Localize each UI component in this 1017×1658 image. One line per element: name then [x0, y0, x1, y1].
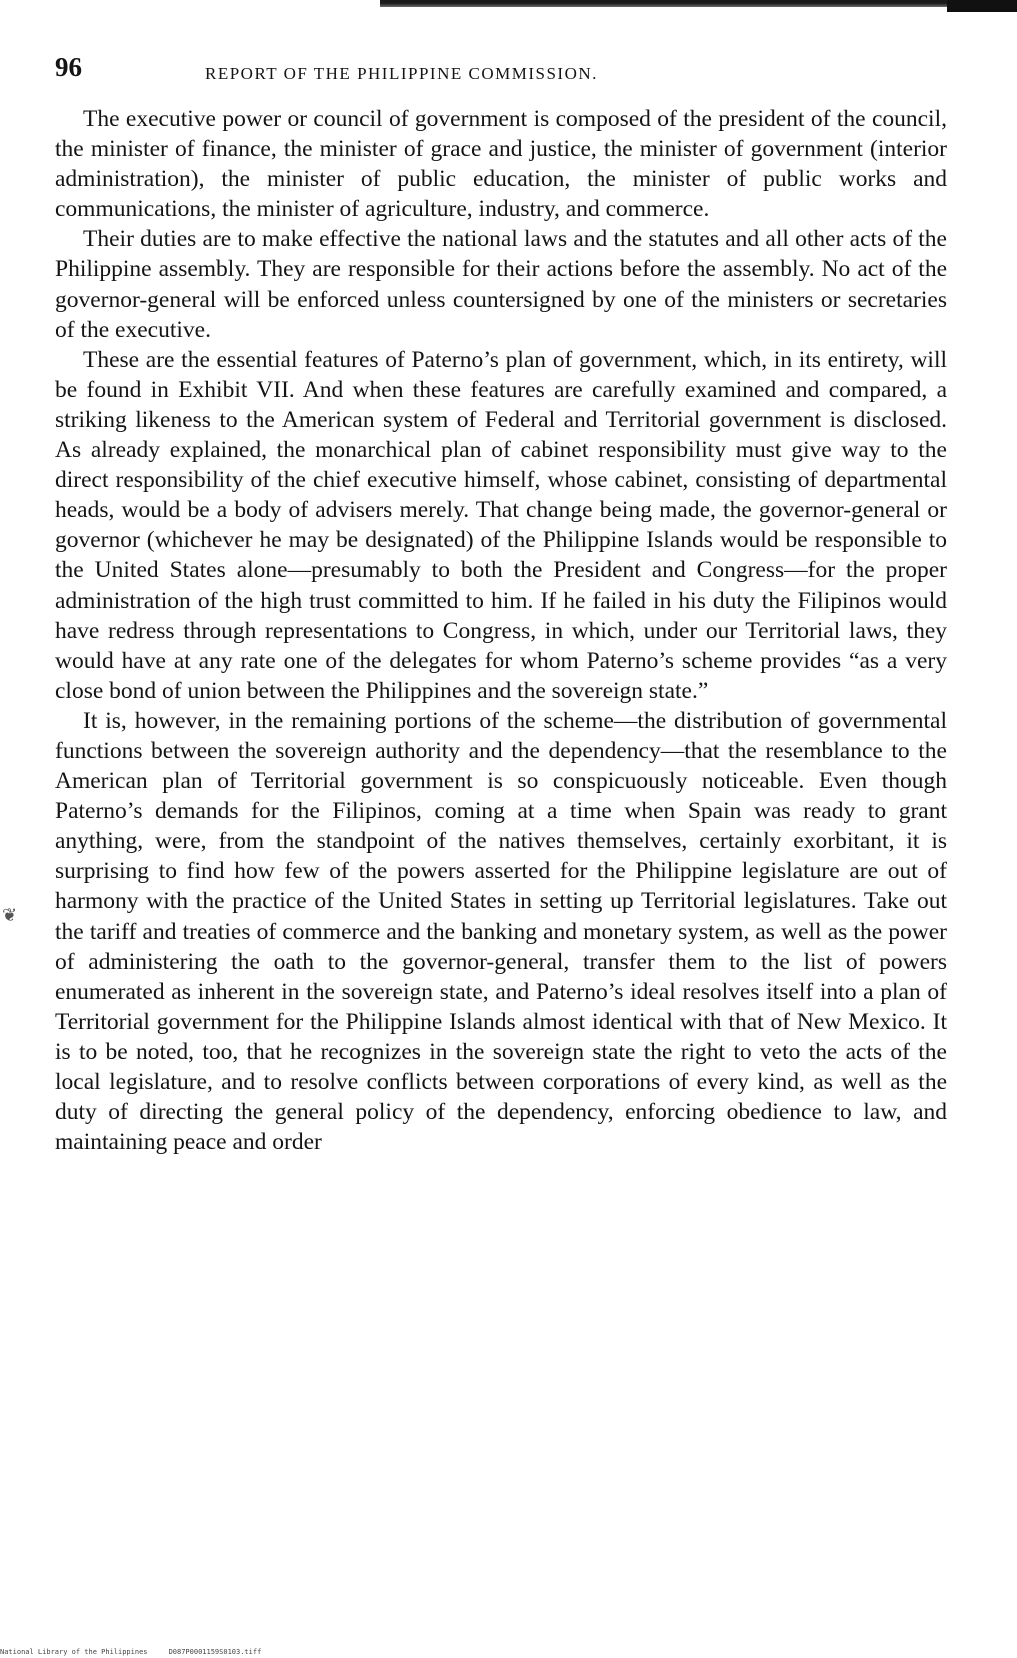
paragraph-duties: Their duties are to make effective the national laws and the statutes and all other acts of the Philippine assembly. They are responsible for their actions before the assembly. No act of the governor-general will be enforced unless countersigned by one of the ministers or secretaries of the executive. — [55, 226, 947, 343]
library-scan-stamp: National Library of the Philippines D087P0001159S0103.tiff — [0, 1648, 262, 1656]
top-scan-rule — [380, 0, 1017, 7]
margin-mark: ❦ — [2, 905, 18, 925]
paragraph-remaining-portions: It is, however, in the remaining portions of the scheme—the distribution of governmental functions between the sovereign authority and the dependency—that the resemblance to the American plan of Territorial government is so conspicuously noticeable. Even though Paterno’s demands for the Filipinos, coming at a time when Spain was ready to grant anything, were, from the standpoint of the natives themselves, certainly exorbitant, it is surprising to find how few of the powers asserted for the Philippine legislature are out of harmony with the practice of the United States in setting up Territorial legislatures. Take out the tariff and treaties of commerce and the banking and monetary system, as well as the power of administering the oath to the governor-general, transfer them to the list of powers enumerated as inherent in the sovereign state, and Paterno’s ideal resolves itself into a plan of Territorial government for the Philippine Islands almost identical with that of New Mexico. It is to be noted, too, that he recognizes in the sovereign state the right to veto the acts of the local legislature, and to resolve conflicts between corporations of every kind, as well as the duty of directing the general policy of the dependency, enforcing obedience to law, and maintaining peace and order — [55, 707, 947, 1156]
top-scan-rule-end — [947, 0, 1017, 12]
body-text — [55, 104, 947, 1157]
page-number: 96 — [55, 52, 82, 82]
running-head — [55, 52, 947, 92]
paragraph-executive-council: The executive power or council of government is composed of the president of the council, the minister of finance, the minister of grace and justice, the minister of government (interior administration), the minister of public education, the minister of public works and communications, the minister of agriculture, industry, and commerce. — [55, 106, 947, 223]
paragraph-essential-features: These are the essential features of Paterno’s plan of government, which, in its entirety, will be found in Exhibit VII. And when these features are carefully examined and compared, a striking likeness to the American system of Federal and Territorial government is disclosed. As already explained, the monarchical plan of cabinet responsibility must give way to the direct responsibility of the chief executive himself, whose cabinet, consisting of departmental heads, would be a body of advisers merely. That change being made, the governor-general or governor (whichever he may be designated) of the Philippine Islands would be responsible to the United States alone—presumably to both the President and Congress—for the proper administration of the high trust committed to him. If he failed in his duty the Filipinos would have redress through representations to Congress, in which, under our Territorial laws, they would have at any rate one of the delegates for whom Paterno’s scheme provides “as a very close bond of union between the Philippines and the sovereign state.” — [55, 346, 947, 704]
document-page — [55, 52, 947, 1157]
running-head-title: REPORT OF THE PHILIPPINE COMMISSION. — [205, 64, 598, 83]
